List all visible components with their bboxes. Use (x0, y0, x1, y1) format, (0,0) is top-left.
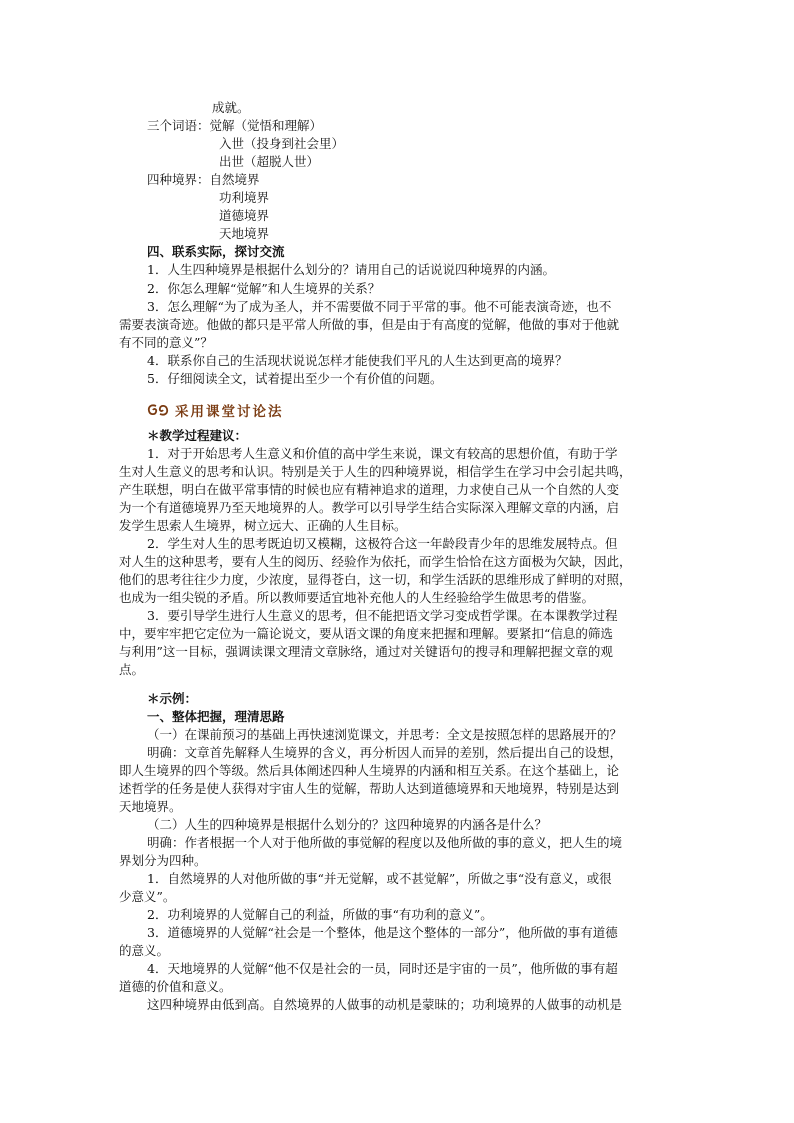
subheading: ＊示例： (147, 691, 198, 706)
text-line: （一）在课前预习的基础上再快速浏览课文，并思考：全文是按照怎样的思路展开的？ (147, 727, 623, 742)
text-line: 3．要引导学生进行人生意义的思考，但不能把语文学习变成哲学课。在本课教学过程 (147, 608, 618, 623)
text-line: 入世（投身到社会里） (219, 136, 345, 151)
text-line: 3．道德境界的人觉解“社会是一个整体，他是这个整体的一部分”，他所做的事有道德 (147, 925, 618, 940)
section-title: 采用课堂讨论法 (175, 404, 284, 420)
text-line: 明确：作者根据一个人对于他所做的事觉解的程度以及他所做的事的意义，把人生的境 (147, 835, 623, 850)
text-line: 也成为一组尖锐的矛盾。所以教师要适宜地补充他人的人生经验给学生做思考的借鉴。 (119, 590, 595, 605)
text-line: 明确：文章首先解释人生境界的含义，再分析因人而异的差别，然后提出自己的设想， (147, 745, 623, 760)
text-line: 述哲学的任务是使人获得对宇宙人生的觉解，帮助人达到道德境界和天地境界，特别是达到 (119, 781, 620, 796)
text-line: 三个词语：觉解（觉悟和理解） (147, 118, 323, 133)
text-line: 发学生思索人生境界，树立远大、正确的人生目标。 (119, 518, 407, 533)
text-line: 1．人生四种境界是根据什么划分的？请用自己的话说说四种境界的内涵。 (147, 262, 555, 277)
text-line: 4．天地境界的人觉解“他不仅是社会的一员，同时还是宇宙的一员”，他所做的事有超 (147, 961, 618, 976)
text-line: 四种境界：自然境界 (147, 172, 260, 187)
text-line: 即人生境界的四个等级。然后具体阐述四种人生境界的内涵和相互关系。在这个基础上，论 (119, 763, 620, 778)
text-line: 少意义”。 (119, 889, 176, 904)
text-line: （二）人生的四种境界是根据什么划分的？这四种境界的内涵各是什么？ (147, 817, 548, 832)
section-heading: 一、整体把握，理清思路 (147, 709, 285, 724)
text-line: 1．自然境界的人对他所做的事“并无觉解，或不甚觉解”，所做之事“没有意义，或很 (147, 871, 612, 886)
text-line: 1．对于开始思考人生意义和价值的高中学生来说，课文有较高的思想价值，有助于学 (147, 446, 618, 461)
text-line: 需要表演奇迹。他做的都只是平常人所做的事，但是由于有高度的觉解，他做的事对于他就 (119, 317, 620, 332)
text-line: 这四种境界由低到高。自然境界的人做事的动机是蒙昧的；功利境界的人做事的动机是 (147, 997, 623, 1012)
text-line: 2．学生对人生的思考既迫切又模糊，这极符合这一年龄段青少年的思维发展特点。但 (147, 536, 618, 551)
text-line: 功利境界 (219, 190, 270, 205)
text-line: 点。 (119, 662, 145, 677)
text-line: 他们的思考往往少力度，少浓度，显得苍白，这一切，和学生活跃的思维形成了鲜明的对照， (119, 572, 632, 587)
text-line: 2．你怎么理解“觉解”和人生境界的关系？ (147, 281, 381, 296)
text-line: 有不同的意义”？ (119, 335, 213, 350)
text-line: 天地境界。 (119, 799, 182, 814)
text-line: 道德境界 (219, 208, 270, 223)
text-line: 对人生的这种思考，要有人生的阅历、经验作为依托，而学生恰恰在这方面极为欠缺，因此， (119, 554, 632, 569)
text-line: 道德的价值和意义。 (119, 979, 232, 994)
text-line: 出世（超脱人世） (219, 154, 320, 169)
text-line: 3．怎么理解“为了成为圣人，并不需要做不同于平常的事。他不可能表演奇迹，也不 (147, 299, 612, 314)
text-line: 的意义。 (119, 943, 170, 958)
text-line: 成就。 (212, 100, 250, 115)
subheading: ＊教学过程建议： (147, 428, 248, 443)
text-line: 界划分为四种。 (119, 853, 207, 868)
text-line: 5．仔细阅读全文，试着提出至少一个有价值的问题。 (147, 371, 443, 386)
text-line: 天地境界 (219, 226, 270, 241)
section-banner (147, 400, 284, 420)
text-line: 与利用”这一目标，强调读课文理清文章脉络，通过对关键语句的搜寻和理解把握文章的观 (119, 644, 613, 659)
section-heading: 四、联系实际，探讨交流 (147, 244, 285, 259)
text-line: 中，要牢牢把它定位为一篇论说文，要从语文课的角度来把握和理解。要紧扣“信息的筛选 (119, 626, 613, 641)
text-line: 2．功利境界的人觉解自己的利益，所做的事“有功利的意义”。 (147, 907, 493, 922)
swirl-ornament-icon (147, 403, 169, 417)
text-line: 4．联系你自己的生活现状说说怎样才能使我们平凡的人生达到更高的境界？ (147, 353, 568, 368)
text-line: 为一个有道德境界乃至天地境界的人。教学可以引导学生结合实际深入理解文章的内涵，启 (119, 500, 620, 515)
text-line: 生对人生意义的思考和认识。特别是关于人生的四种境界说，相信学生在学习中会引起共鸣， (119, 464, 632, 479)
text-line: 产生联想，明白在做平常事情的时候也应有精神追求的道理，力求使自己从一个自然的人变 (119, 482, 620, 497)
